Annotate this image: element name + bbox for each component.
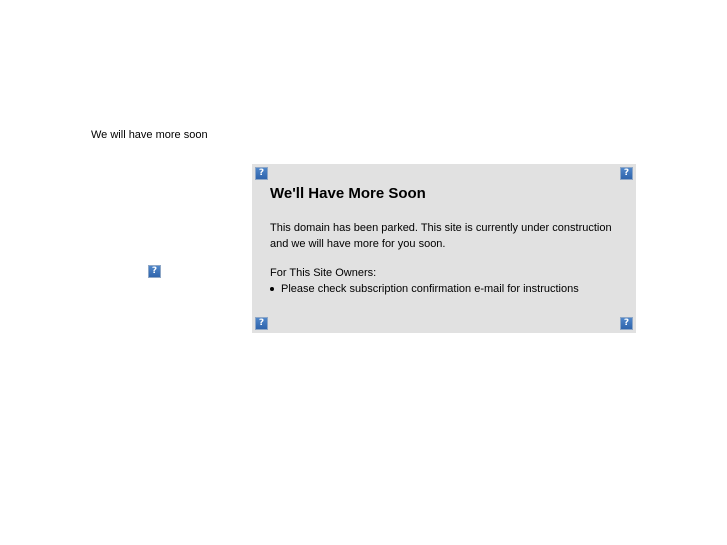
panel-title: We'll Have More Soon	[270, 185, 426, 202]
broken-image-icon: ?	[255, 167, 268, 180]
site-owners-label: For This Site Owners:	[270, 267, 377, 279]
broken-image-icon: ?	[148, 265, 161, 278]
page-header-text: We will have more soon	[91, 129, 208, 141]
site-owners-list	[270, 282, 579, 296]
broken-image-icon: ?	[620, 317, 633, 330]
parked-notice-panel	[252, 164, 636, 333]
broken-image-icon: ?	[255, 317, 268, 330]
panel-description: This domain has been parked. This site is currently under construction and we will have more for you soon.	[270, 222, 612, 250]
broken-image-icon: ?	[620, 167, 633, 180]
list-item: Please check subscription confirmation e-mail for instructions	[270, 282, 579, 296]
